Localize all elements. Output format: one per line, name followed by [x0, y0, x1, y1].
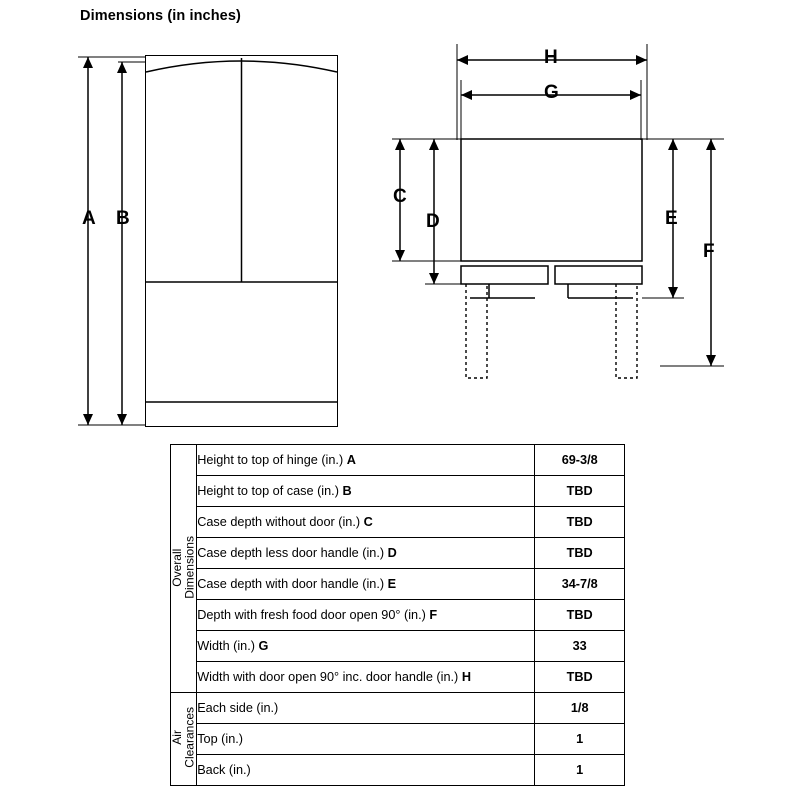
row-letter: B [342, 484, 352, 498]
table-row [171, 476, 625, 507]
row-value: TBD [535, 538, 625, 569]
dimension-label-b: B [116, 208, 130, 229]
row-desc-text: Case depth less door handle (in.) [197, 546, 385, 560]
row-letter: E [387, 577, 397, 591]
row-desc-text: Height to top of case (in.) [197, 484, 339, 498]
row-letter: C [363, 515, 373, 529]
row-desc-text: Width with door open 90° inc. door handle (in.) [197, 670, 459, 684]
page-title: Dimensions (in inches) [80, 8, 241, 24]
row-letter: D [387, 546, 397, 560]
dimension-label-f: F [703, 241, 715, 262]
row-desc-text: Depth with fresh food door open 90° (in.) [197, 608, 426, 622]
row-desc [197, 755, 535, 786]
row-desc [197, 569, 535, 600]
row-value: 1 [535, 724, 625, 755]
row-desc-text: Width (in.) [197, 639, 255, 653]
table-row [171, 631, 625, 662]
row-desc [197, 507, 535, 538]
dimension-label-d: D [426, 211, 440, 232]
dimension-label-c: C [393, 186, 407, 207]
table-row [171, 538, 625, 569]
dimension-label-e: E [665, 208, 678, 229]
row-letter: H [461, 670, 471, 684]
dimension-label-a: A [82, 208, 96, 229]
row-value: TBD [535, 476, 625, 507]
row-desc-text: Case depth with door handle (in.) [197, 577, 385, 591]
row-desc-text: Top (in.) [197, 732, 244, 746]
row-value: 34-7/8 [535, 569, 625, 600]
row-value: 33 [535, 631, 625, 662]
row-letter: A [346, 453, 356, 467]
refrigerator-front-outline [145, 55, 338, 427]
row-desc [197, 724, 535, 755]
group-label-air-clearances: Air Clearances [171, 693, 197, 786]
row-desc [197, 445, 535, 476]
row-desc [197, 662, 535, 693]
row-desc [197, 600, 535, 631]
row-desc [197, 693, 535, 724]
table-row [171, 569, 625, 600]
row-value: TBD [535, 662, 625, 693]
row-letter: G [258, 639, 269, 653]
row-desc-text: Back (in.) [197, 763, 251, 777]
table-row [171, 507, 625, 538]
row-desc-text: Case depth without door (in.) [197, 515, 361, 529]
dimension-label-g: G [544, 82, 559, 103]
row-value: 1/8 [535, 693, 625, 724]
row-value: TBD [535, 507, 625, 538]
row-desc [197, 631, 535, 662]
row-desc [197, 538, 535, 569]
table-row [171, 662, 625, 693]
table-row [171, 600, 625, 631]
table-row [171, 693, 625, 724]
table-body [171, 445, 625, 786]
group-label-overall-dimensions: Overall Dimensions [171, 445, 197, 693]
row-desc-text: Each side (in.) [197, 701, 279, 715]
dimensions-table [170, 444, 625, 786]
row-value: 1 [535, 755, 625, 786]
dimension-label-h: H [544, 47, 558, 68]
row-value: 69-3/8 [535, 445, 625, 476]
row-desc-text: Height to top of hinge (in.) [197, 453, 344, 467]
table-row [171, 755, 625, 786]
table-row [171, 724, 625, 755]
row-value: TBD [535, 600, 625, 631]
row-letter: F [429, 608, 438, 622]
row-desc [197, 476, 535, 507]
table-row [171, 445, 625, 476]
